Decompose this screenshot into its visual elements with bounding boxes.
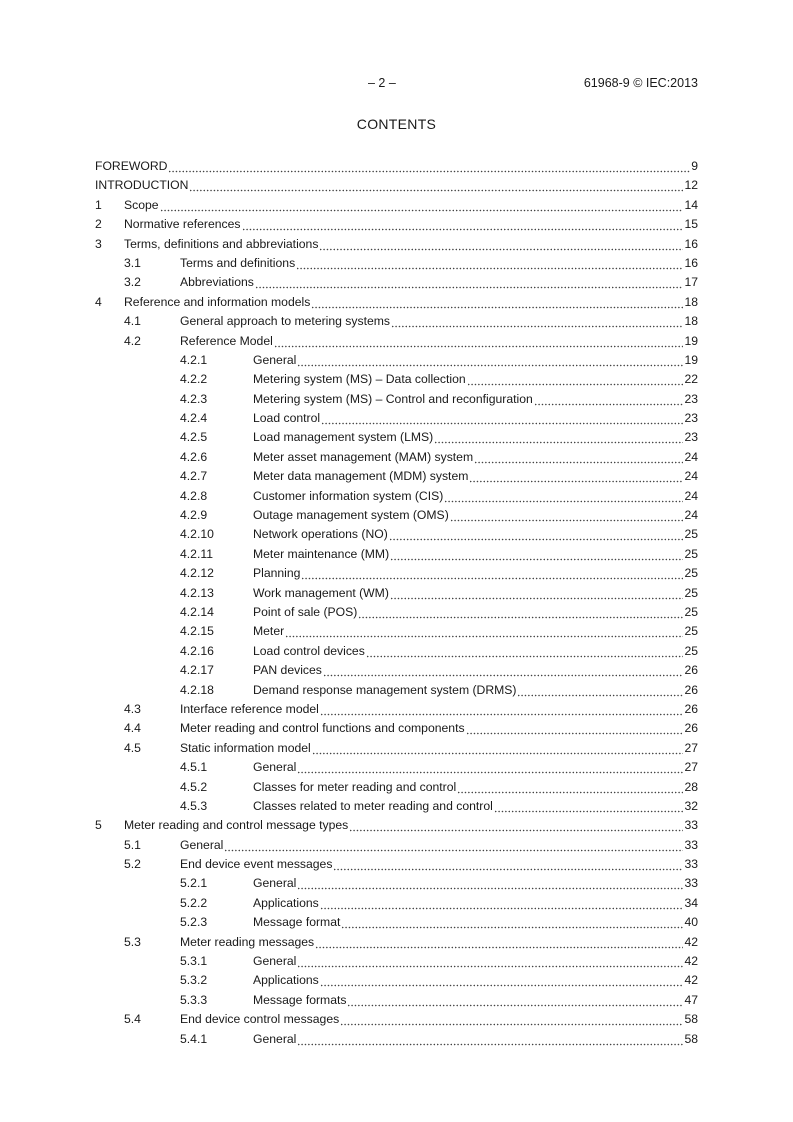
- toc-entry[interactable]: [95, 332, 698, 351]
- toc-dot-leader: [285, 622, 683, 641]
- toc-entry-page: 27: [684, 740, 698, 755]
- toc-dot-leader: [517, 681, 683, 700]
- toc-entry-number: 4.5.3: [180, 798, 208, 813]
- toc-entry[interactable]: [95, 991, 698, 1010]
- toc-dot-leader: [333, 855, 683, 874]
- toc-entry-page: 23: [684, 391, 698, 406]
- toc-entry[interactable]: [95, 855, 698, 874]
- toc-dot-leader: [320, 894, 684, 913]
- toc-entry-label: Abbreviations: [180, 275, 254, 290]
- toc-entry[interactable]: [95, 933, 698, 952]
- toc-entry-label: General: [253, 876, 297, 891]
- toc-entry-page: 25: [684, 585, 698, 600]
- toc-entry-label: Meter reading and control message types: [124, 818, 349, 833]
- toc-entry-label: Meter maintenance (MM): [253, 546, 390, 561]
- toc-dot-leader: [390, 584, 684, 603]
- toc-entry-number: 4.5.1: [180, 760, 208, 775]
- toc-entry-label: General: [180, 837, 224, 852]
- toc-entry-number: 5.1: [124, 837, 141, 852]
- toc-entry-page: 25: [684, 527, 698, 542]
- toc-dot-leader: [301, 564, 683, 583]
- toc-entry-page: 42: [684, 954, 698, 969]
- toc-entry-label: Reference Model: [180, 333, 273, 348]
- toc-entry[interactable]: [95, 913, 698, 932]
- toc-entry[interactable]: [95, 816, 698, 835]
- toc-entry-number: 4.2.4: [180, 411, 208, 426]
- toc-entry-page: 33: [684, 837, 698, 852]
- toc-entry-page: 47: [684, 992, 698, 1007]
- toc-entry[interactable]: [95, 739, 698, 758]
- toc-entry-label: Terms and definitions: [180, 255, 296, 270]
- toc-entry-number: 1: [95, 197, 102, 212]
- toc-dot-leader: [320, 700, 684, 719]
- toc-dot-leader: [467, 370, 684, 389]
- toc-entry-page: 33: [684, 876, 698, 891]
- toc-entry-number: 4.2.12: [180, 566, 214, 581]
- toc-entry[interactable]: [95, 642, 698, 661]
- toc-entry-number: 4.4: [124, 721, 141, 736]
- toc-entry-page: 34: [684, 895, 698, 910]
- toc-entry[interactable]: [95, 157, 698, 176]
- toc-entry-number: 4.2.14: [180, 604, 214, 619]
- toc-entry-number: 4.2.17: [180, 663, 214, 678]
- toc-entry-label: Applications: [253, 895, 319, 910]
- toc-dot-leader: [297, 1030, 683, 1049]
- toc-entry-page: 22: [684, 372, 698, 387]
- toc-entry-page: 25: [684, 604, 698, 619]
- toc-entry-page: 33: [684, 857, 698, 872]
- toc-dot-leader: [315, 933, 683, 952]
- toc-entry-page: 16: [684, 255, 698, 270]
- toc-entry-number: 5.4.1: [180, 1031, 208, 1046]
- toc-entry[interactable]: [95, 487, 698, 506]
- toc-entry-number: 4.2.2: [180, 372, 208, 387]
- toc-entry-number: 5.2.1: [180, 876, 208, 891]
- toc-entry[interactable]: [95, 758, 698, 777]
- toc-entry-number: 4.2.10: [180, 527, 214, 542]
- toc-entry-number: 4.2.7: [180, 469, 208, 484]
- toc-entry-number: 4.3: [124, 701, 141, 716]
- toc-entry[interactable]: [95, 273, 698, 292]
- toc-entry-number: 5.4: [124, 1012, 141, 1027]
- toc-entry-number: 5.2.3: [180, 915, 208, 930]
- toc-dot-leader: [274, 332, 684, 351]
- toc-entry-label: Point of sale (POS): [253, 604, 358, 619]
- toc-entry[interactable]: [95, 545, 698, 564]
- toc-entry-number: 3.2: [124, 275, 141, 290]
- toc-entry-label: Reference and information models: [124, 294, 311, 309]
- toc-dot-leader: [444, 487, 683, 506]
- toc-entry-number: 4.2.3: [180, 391, 208, 406]
- toc-entry-page: 28: [684, 779, 698, 794]
- toc-entry-page: 23: [684, 411, 698, 426]
- toc-dot-leader: [168, 157, 690, 176]
- toc-entry-label: End device control messages: [180, 1012, 340, 1027]
- toc-dot-leader: [297, 874, 683, 893]
- toc-entry-page: 24: [684, 488, 698, 503]
- toc-entry-label: Meter data management (MDM) system: [253, 469, 469, 484]
- toc-entry[interactable]: [95, 235, 698, 254]
- page-number: – 2 –: [368, 76, 396, 90]
- toc-entry[interactable]: [95, 293, 698, 312]
- toc-dot-leader: [391, 312, 683, 331]
- toc-entry[interactable]: [95, 952, 698, 971]
- toc-entry[interactable]: [95, 1030, 698, 1049]
- toc-entry-label: General: [253, 954, 297, 969]
- toc-entry-page: 32: [684, 798, 698, 813]
- toc-dot-leader: [189, 176, 683, 195]
- toc-dot-leader: [340, 1010, 683, 1029]
- standard-reference: 61968-9 © IEC:2013: [583, 76, 698, 90]
- toc-dot-leader: [320, 971, 684, 990]
- toc-entry-number: 5.2: [124, 857, 141, 872]
- toc-dot-leader: [242, 215, 684, 234]
- toc-dot-leader: [341, 913, 683, 932]
- toc-entry-page: 26: [684, 682, 698, 697]
- toc-dot-leader: [347, 991, 683, 1010]
- toc-entry-label: Metering system (MS) – Control and reconfiguration: [253, 391, 533, 406]
- toc-dot-leader: [366, 642, 684, 661]
- toc-entry-page: 24: [684, 508, 698, 523]
- toc-entry[interactable]: [95, 176, 698, 195]
- toc-entry-label: Outage management system (OMS): [253, 508, 449, 523]
- toc-dot-leader: [466, 719, 684, 738]
- toc-entry-page: 26: [684, 663, 698, 678]
- toc-entry-label: Meter reading messages: [180, 934, 315, 949]
- toc-entry-number: 4.5: [124, 740, 141, 755]
- toc-entry-label: Work management (WM): [253, 585, 389, 600]
- toc-entry-page: 25: [684, 624, 698, 639]
- toc-entry-number: 4.2.16: [180, 643, 214, 658]
- toc-dot-leader: [311, 293, 683, 312]
- toc-entry[interactable]: [95, 719, 698, 738]
- toc-entry[interactable]: [95, 603, 698, 622]
- toc-entry-label: Demand response management system (DRMS): [253, 682, 517, 697]
- toc-dot-leader: [434, 428, 683, 447]
- toc-entry-page: 15: [684, 217, 698, 232]
- toc-entry-number: 4: [95, 294, 102, 309]
- toc-entry-number: 4.2.5: [180, 430, 208, 445]
- toc-entry-label: Load control: [253, 411, 321, 426]
- toc-entry-number: 5: [95, 818, 102, 833]
- toc-entry-number: 4.1: [124, 314, 141, 329]
- toc-entry-page: 12: [684, 178, 698, 193]
- toc-dot-leader: [297, 952, 683, 971]
- toc-dot-leader: [319, 235, 683, 254]
- toc-entry[interactable]: [95, 254, 698, 273]
- toc-entry-page: 24: [684, 449, 698, 464]
- toc-entry[interactable]: [95, 874, 698, 893]
- toc-entry-page: 58: [684, 1031, 698, 1046]
- toc-entry-label: Message formats: [253, 992, 347, 1007]
- toc-entry-label: Network operations (NO): [253, 527, 388, 542]
- toc-entry-page: 19: [684, 352, 698, 367]
- toc-entry-number: 4.2.13: [180, 585, 214, 600]
- toc-dot-leader: [457, 778, 683, 797]
- toc-entry-label: Classes for meter reading and control: [253, 779, 457, 794]
- toc-entry-page: 25: [684, 546, 698, 561]
- toc-entry[interactable]: [95, 351, 698, 370]
- toc-entry-number: 4.2.11: [180, 546, 213, 561]
- toc-entry-label: End device event messages: [180, 857, 333, 872]
- toc-dot-leader: [255, 273, 684, 292]
- toc-entry[interactable]: [95, 584, 698, 603]
- toc-entry-page: 26: [684, 721, 698, 736]
- toc-entry-number: 5.3.2: [180, 973, 208, 988]
- toc-entry-label: Scope: [124, 197, 159, 212]
- toc-entry[interactable]: [95, 797, 698, 816]
- toc-entry-page: 40: [684, 915, 698, 930]
- toc-dot-leader: [312, 739, 684, 758]
- toc-entry-page: 25: [684, 566, 698, 581]
- toc-entry-label: Customer information system (CIS): [253, 488, 444, 503]
- toc-dot-leader: [534, 390, 684, 409]
- toc-entry[interactable]: [95, 661, 698, 680]
- toc-entry[interactable]: [95, 196, 698, 215]
- toc-dot-leader: [321, 409, 683, 428]
- toc-entry-page: 25: [684, 643, 698, 658]
- toc-entry-number: 5.3: [124, 934, 141, 949]
- toc-entry-number: 5.3.3: [180, 992, 208, 1007]
- toc-entry-label: Metering system (MS) – Data collection: [253, 372, 466, 387]
- toc-entry-number: 4.2: [124, 333, 141, 348]
- toc-dot-leader: [469, 467, 683, 486]
- toc-entry-label: Interface reference model: [180, 701, 319, 716]
- toc-entry[interactable]: [95, 312, 698, 331]
- toc-entry-label: INTRODUCTION: [95, 178, 189, 193]
- toc-dot-leader: [349, 816, 683, 835]
- toc-dot-leader: [494, 797, 684, 816]
- toc-entry-number: 4.2.15: [180, 624, 214, 639]
- toc-entry-label: Meter reading and control functions and components: [180, 721, 465, 736]
- toc-dot-leader: [296, 254, 683, 273]
- toc-entry[interactable]: [95, 622, 698, 641]
- toc-entry-page: 33: [684, 818, 698, 833]
- toc-entry-page: 14: [684, 197, 698, 212]
- toc-entry[interactable]: [95, 370, 698, 389]
- toc-entry[interactable]: [95, 564, 698, 583]
- toc-entry-label: Normative references: [124, 217, 241, 232]
- toc-entry-page: 9: [691, 159, 698, 173]
- toc-entry-page: 16: [684, 236, 698, 251]
- toc-entry-number: 4.2.9: [180, 508, 208, 523]
- toc-entry-number: 3.1: [124, 255, 141, 270]
- toc-entry-page: 42: [684, 934, 698, 949]
- toc-entry-label: Meter: [253, 624, 285, 639]
- toc-entry-number: 5.2.2: [180, 895, 208, 910]
- toc-entry-number: 2: [95, 217, 102, 232]
- toc-entry-label: General approach to metering systems: [180, 314, 390, 329]
- toc-entry-label: Applications: [253, 973, 319, 988]
- table-of-contents: [95, 157, 698, 1049]
- page-title: CONTENTS: [356, 116, 437, 132]
- page-header: [95, 76, 698, 94]
- toc-entry-page: 17: [684, 275, 698, 290]
- toc-entry[interactable]: [95, 428, 698, 447]
- toc-dot-leader: [450, 506, 684, 525]
- toc-entry[interactable]: [95, 467, 698, 486]
- toc-entry[interactable]: [95, 215, 698, 234]
- toc-entry-page: 42: [684, 973, 698, 988]
- toc-dot-leader: [297, 758, 683, 777]
- toc-entry[interactable]: [95, 448, 698, 467]
- toc-entry-number: 4.2.8: [180, 488, 208, 503]
- toc-entry-label: Meter asset management (MAM) system: [253, 449, 474, 464]
- toc-dot-leader: [224, 836, 683, 855]
- toc-entry[interactable]: [95, 409, 698, 428]
- toc-entry-label: PAN devices: [253, 663, 322, 678]
- toc-dot-leader: [297, 351, 683, 370]
- toc-entry[interactable]: [95, 971, 698, 990]
- toc-entry-page: 27: [684, 760, 698, 775]
- toc-entry[interactable]: [95, 506, 698, 525]
- toc-dot-leader: [390, 545, 683, 564]
- toc-entry-number: 4.2.6: [180, 449, 208, 464]
- toc-entry-label: Static information model: [180, 740, 311, 755]
- toc-entry-page: 26: [684, 701, 698, 716]
- toc-entry-label: Planning: [253, 566, 301, 581]
- toc-entry-label: General: [253, 1031, 297, 1046]
- toc-entry-page: 19: [684, 333, 698, 348]
- toc-dot-leader: [323, 661, 684, 680]
- toc-entry-number: 4.2.18: [180, 682, 214, 697]
- toc-entry-number: 4.5.2: [180, 779, 208, 794]
- toc-entry[interactable]: [95, 525, 698, 544]
- toc-entry[interactable]: [95, 700, 698, 719]
- toc-entry-label: Load management system (LMS): [253, 430, 434, 445]
- toc-entry[interactable]: [95, 1010, 698, 1029]
- toc-entry-number: 4.2.1: [180, 352, 208, 367]
- toc-entry[interactable]: [95, 836, 698, 855]
- toc-entry-page: 24: [684, 469, 698, 484]
- toc-entry-label: General: [253, 760, 297, 775]
- toc-entry-page: 18: [684, 294, 698, 309]
- toc-entry-page: 58: [684, 1012, 698, 1027]
- toc-entry-page: 23: [684, 430, 698, 445]
- toc-entry-label: FOREWORD: [95, 159, 168, 173]
- toc-entry[interactable]: [95, 894, 698, 913]
- toc-entry[interactable]: [95, 681, 698, 700]
- toc-entry-label: Classes related to meter reading and control: [253, 798, 493, 813]
- toc-entry[interactable]: [95, 778, 698, 797]
- toc-entry-number: 3: [95, 236, 102, 251]
- toc-entry[interactable]: [95, 390, 698, 409]
- toc-dot-leader: [389, 525, 684, 544]
- toc-dot-leader: [474, 448, 683, 467]
- toc-entry-page: 18: [684, 314, 698, 329]
- toc-entry-label: Load control devices: [253, 643, 365, 658]
- toc-entry-label: Terms, definitions and abbreviations: [124, 236, 319, 251]
- toc-entry-number: 5.3.1: [180, 954, 208, 969]
- toc-entry-label: General: [253, 352, 297, 367]
- toc-dot-leader: [358, 603, 683, 622]
- toc-dot-leader: [160, 196, 684, 215]
- toc-entry-label: Message format: [253, 915, 341, 930]
